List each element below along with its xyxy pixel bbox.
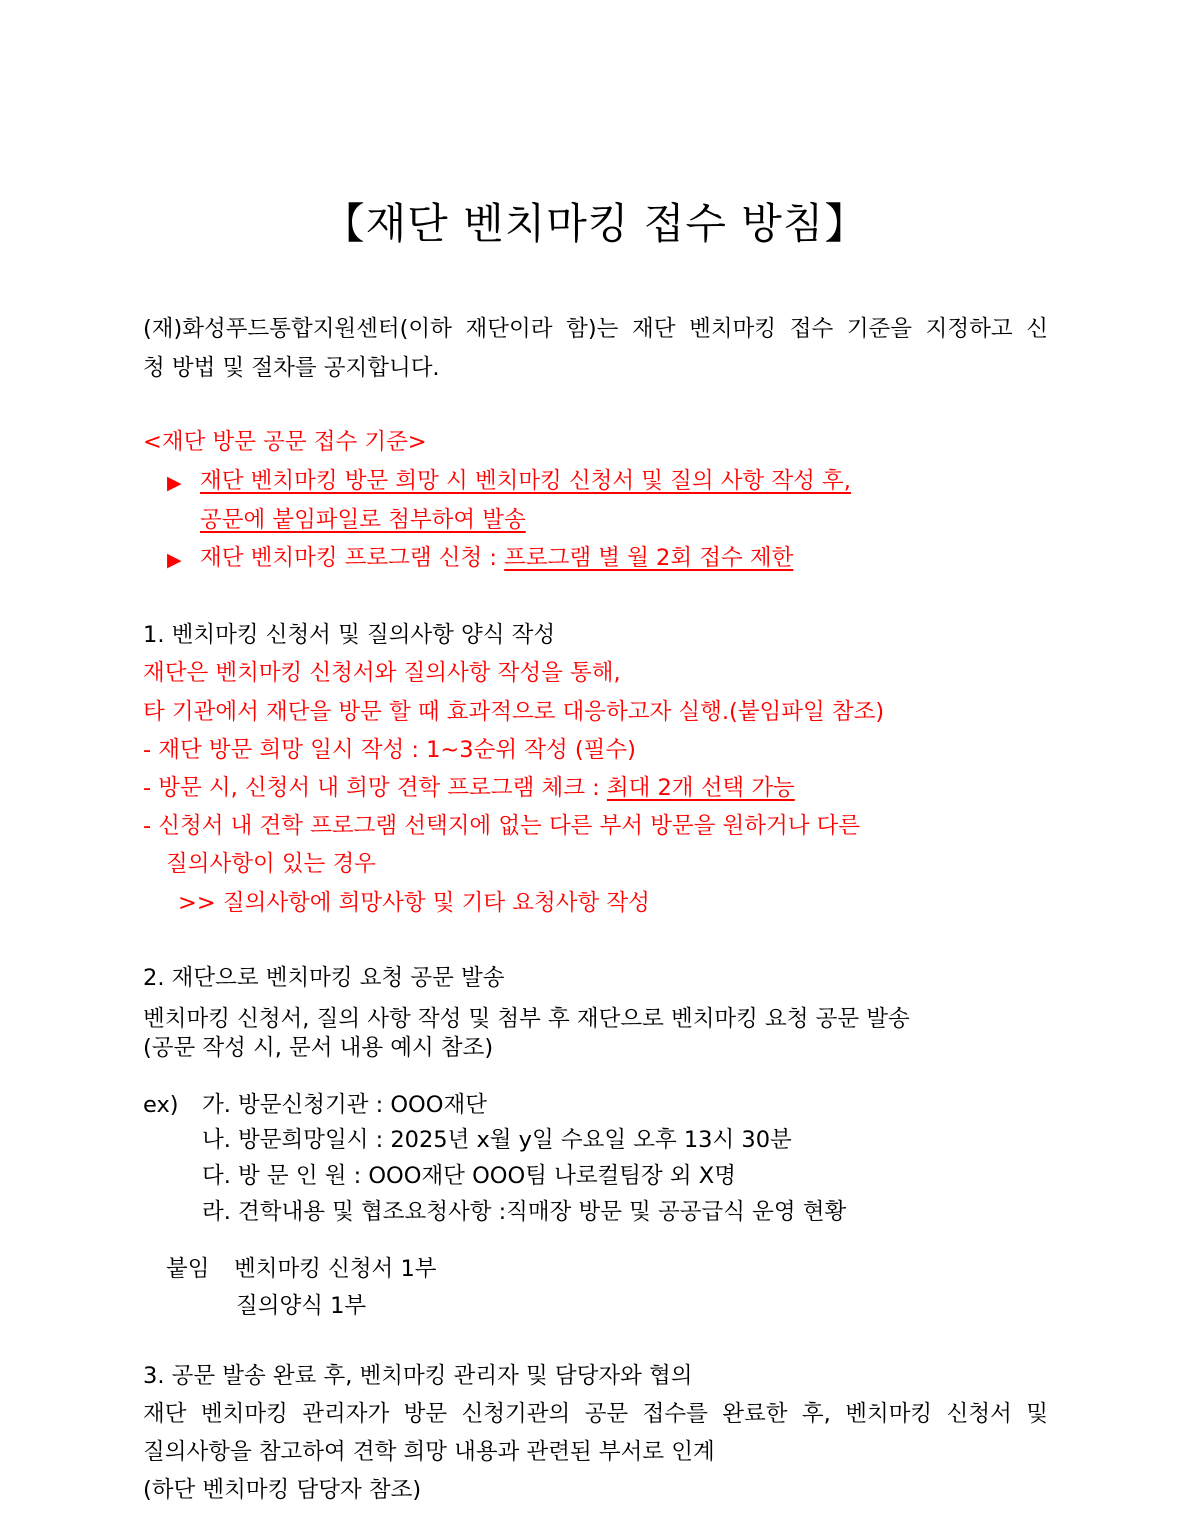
section-1-line-4 <box>143 772 795 804</box>
example-item: 가. 방문신청기관 : OOO재단 <box>202 1092 487 1118</box>
example-item: 나. 방문희망일시 : 2025년 x월 y일 수요일 오후 13시 30분 <box>202 1127 792 1153</box>
attachment-item: 질의양식 1부 <box>236 1293 367 1319</box>
section-2-line-2: (공문 작성 시, 문서 내용 예시 참조) <box>143 1035 494 1061</box>
section-2-heading: 2. 재단으로 벤치마킹 요청 공문 발송 <box>143 965 505 991</box>
example-item: 라. 견학내용 및 협조요청사항 :직매장 방문 및 공공급식 운영 현황 <box>202 1199 847 1225</box>
attachment-label: 붙임 <box>166 1256 210 1282</box>
criteria-heading: <재단 방문 공문 접수 기준> <box>143 429 427 455</box>
criteria-bullet-1-line-2: 공문에 붙임파일로 첨부하여 발송 <box>200 507 526 533</box>
criteria-bullet-2-text: 재단 벤치마킹 프로그램 신청 : <box>200 545 505 571</box>
section-1-line-4-text: - 방문 시, 신청서 내 희망 견학 프로그램 체크 : <box>143 775 607 801</box>
section-1-line-5: - 신청서 내 견학 프로그램 선택지에 없는 다른 부서 방문을 원하거나 다른 <box>143 813 861 839</box>
bullet-arrow-icon: ▶ <box>167 472 182 494</box>
bullet-arrow-icon: ▶ <box>167 549 182 571</box>
section-3-heading: 3. 공문 발송 완료 후, 벤치마킹 관리자 및 담당자와 협의 <box>143 1363 693 1389</box>
intro-line-1: (재)화성푸드통합지원센터(이하 재단이라 함)는 재단 벤치마킹 접수 기준을 지정하고 신 <box>143 316 1048 342</box>
criteria-bullet-2-limit: 프로그램 별 월 2회 접수 제한 <box>504 545 794 571</box>
section-1-line-1: 재단은 벤치마킹 신청서와 질의사항 작성을 통해, <box>143 660 621 686</box>
criteria-bullet-2 <box>200 542 793 574</box>
section-1-line-3: - 재단 방문 희망 일시 작성 : 1~3순위 작성 (필수) <box>143 737 636 763</box>
section-3-line-1: 재단 벤치마킹 관리자가 방문 신청기관의 공문 접수를 완료한 후, 벤치마킹 신청서 및 <box>143 1401 1048 1427</box>
section-1-line-6: 질의사항이 있는 경우 <box>166 851 376 877</box>
page-title: 【재단 벤치마킹 접수 방침】 <box>322 199 868 248</box>
example-item: 다. 방 문 인 원 : OOO재단 OOO팀 나로컬팀장 외 X명 <box>202 1163 736 1189</box>
example-label: ex) <box>143 1092 179 1118</box>
criteria-bullet-1-line-1: 재단 벤치마킹 방문 희망 시 벤치마킹 신청서 및 질의 사항 작성 후, <box>200 468 851 494</box>
attachment-item: 벤치마킹 신청서 1부 <box>234 1256 437 1282</box>
section-1-heading: 1. 벤치마킹 신청서 및 질의사항 양식 작성 <box>143 622 556 648</box>
section-1-line-7: >> 질의사항에 희망사항 및 기타 요청사항 작성 <box>178 890 650 916</box>
section-3-line-3: (하단 벤치마킹 담당자 참조) <box>143 1477 422 1503</box>
intro-line-2: 청 방법 및 절차를 공지합니다. <box>143 355 440 381</box>
section-1-line-4-limit: 최대 2개 선택 가능 <box>606 775 795 801</box>
section-1-line-2: 타 기관에서 재단을 방문 할 때 효과적으로 대응하고자 실행.(붙임파일 참조) <box>143 699 885 725</box>
section-3-line-2: 질의사항을 참고하여 견학 희망 내용과 관련된 부서로 인계 <box>143 1439 715 1465</box>
section-2-line-1: 벤치마킹 신청서, 질의 사항 작성 및 첨부 후 재단으로 벤치마킹 요청 공문 발송 <box>143 1006 910 1032</box>
